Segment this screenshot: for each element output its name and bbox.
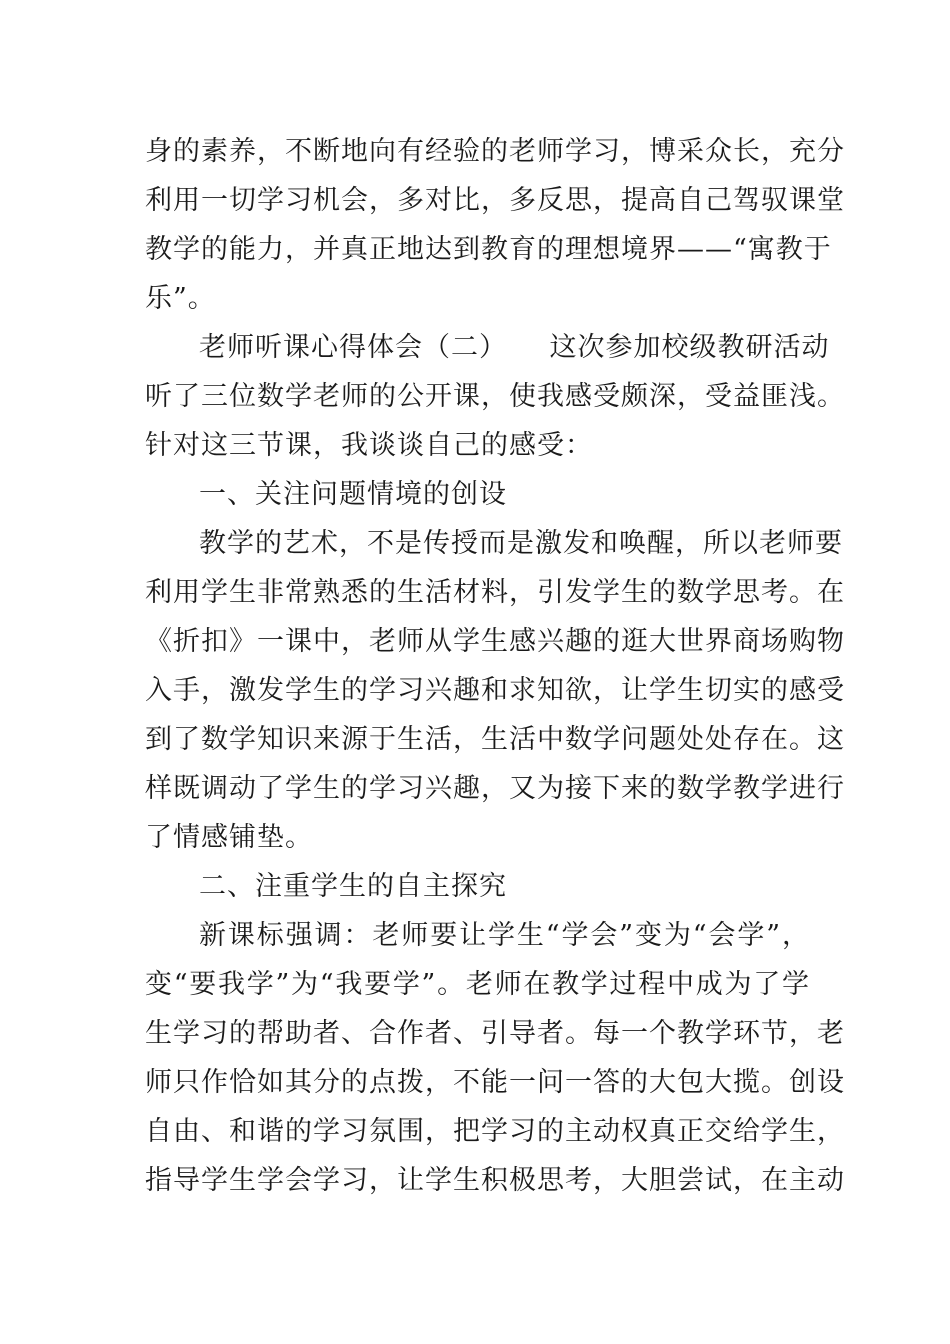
text-line: 自由、和谐的学习氛围，把学习的主动权真正交给学生， xyxy=(145,1116,845,1147)
text-line: 生学习的帮助者、合作者、引导者。每一个教学环节，老 xyxy=(145,1018,845,1049)
text-line: 利用一切学习机会，多对比，多反思，提高自己驾驭课堂 xyxy=(145,185,845,216)
body-text xyxy=(145,127,845,1205)
text-line: 指导学生学会学习，让学生积极思考，大胆尝试，在主动 xyxy=(145,1165,845,1196)
text-line: 新课标强调：老师要让学生“学会”变为“会学”， xyxy=(199,920,810,951)
text-line: 变“要我学”为“我要学”。老师在教学过程中成为了学 xyxy=(145,969,810,1000)
text-line: 教学的能力，并真正地达到教育的理想境界——“寓教于 xyxy=(145,234,832,265)
text-line: 身的素养，不断地向有经验的老师学习，博采众长，充分 xyxy=(145,136,845,167)
text-line: 听了三位数学老师的公开课，使我感受颇深，受益匪浅。 xyxy=(145,381,845,412)
heading-1: 一、关注问题情境的创设 xyxy=(199,479,507,510)
text-line: 了情感铺垫。 xyxy=(145,822,313,853)
text-line: 入手，激发学生的学习兴趣和求知欲，让学生切实的感受 xyxy=(145,675,845,706)
text-line: 针对这三节课，我谈谈自己的感受： xyxy=(145,430,593,461)
section-title-line: 老师听课心得体会（二） 这次参加校级教研活动 xyxy=(199,332,830,363)
heading-2: 二、注重学生的自主探究 xyxy=(199,871,507,902)
text-line: 师只作恰如其分的点拨，不能一问一答的大包大揽。创设 xyxy=(145,1067,845,1098)
text-line: 《折扣》一课中，老师从学生感兴趣的逛大世界商场购物 xyxy=(145,626,845,657)
text-line: 乐”。 xyxy=(145,283,216,314)
text-line: 到了数学知识来源于生活，生活中数学问题处处存在。这 xyxy=(145,724,845,755)
text-line: 教学的艺术，不是传授而是激发和唤醒，所以老师要 xyxy=(199,528,843,559)
text-line: 样既调动了学生的学习兴趣，又为接下来的数学教学进行 xyxy=(145,773,845,804)
text-line: 利用学生非常熟悉的生活材料，引发学生的数学思考。在 xyxy=(145,577,845,608)
